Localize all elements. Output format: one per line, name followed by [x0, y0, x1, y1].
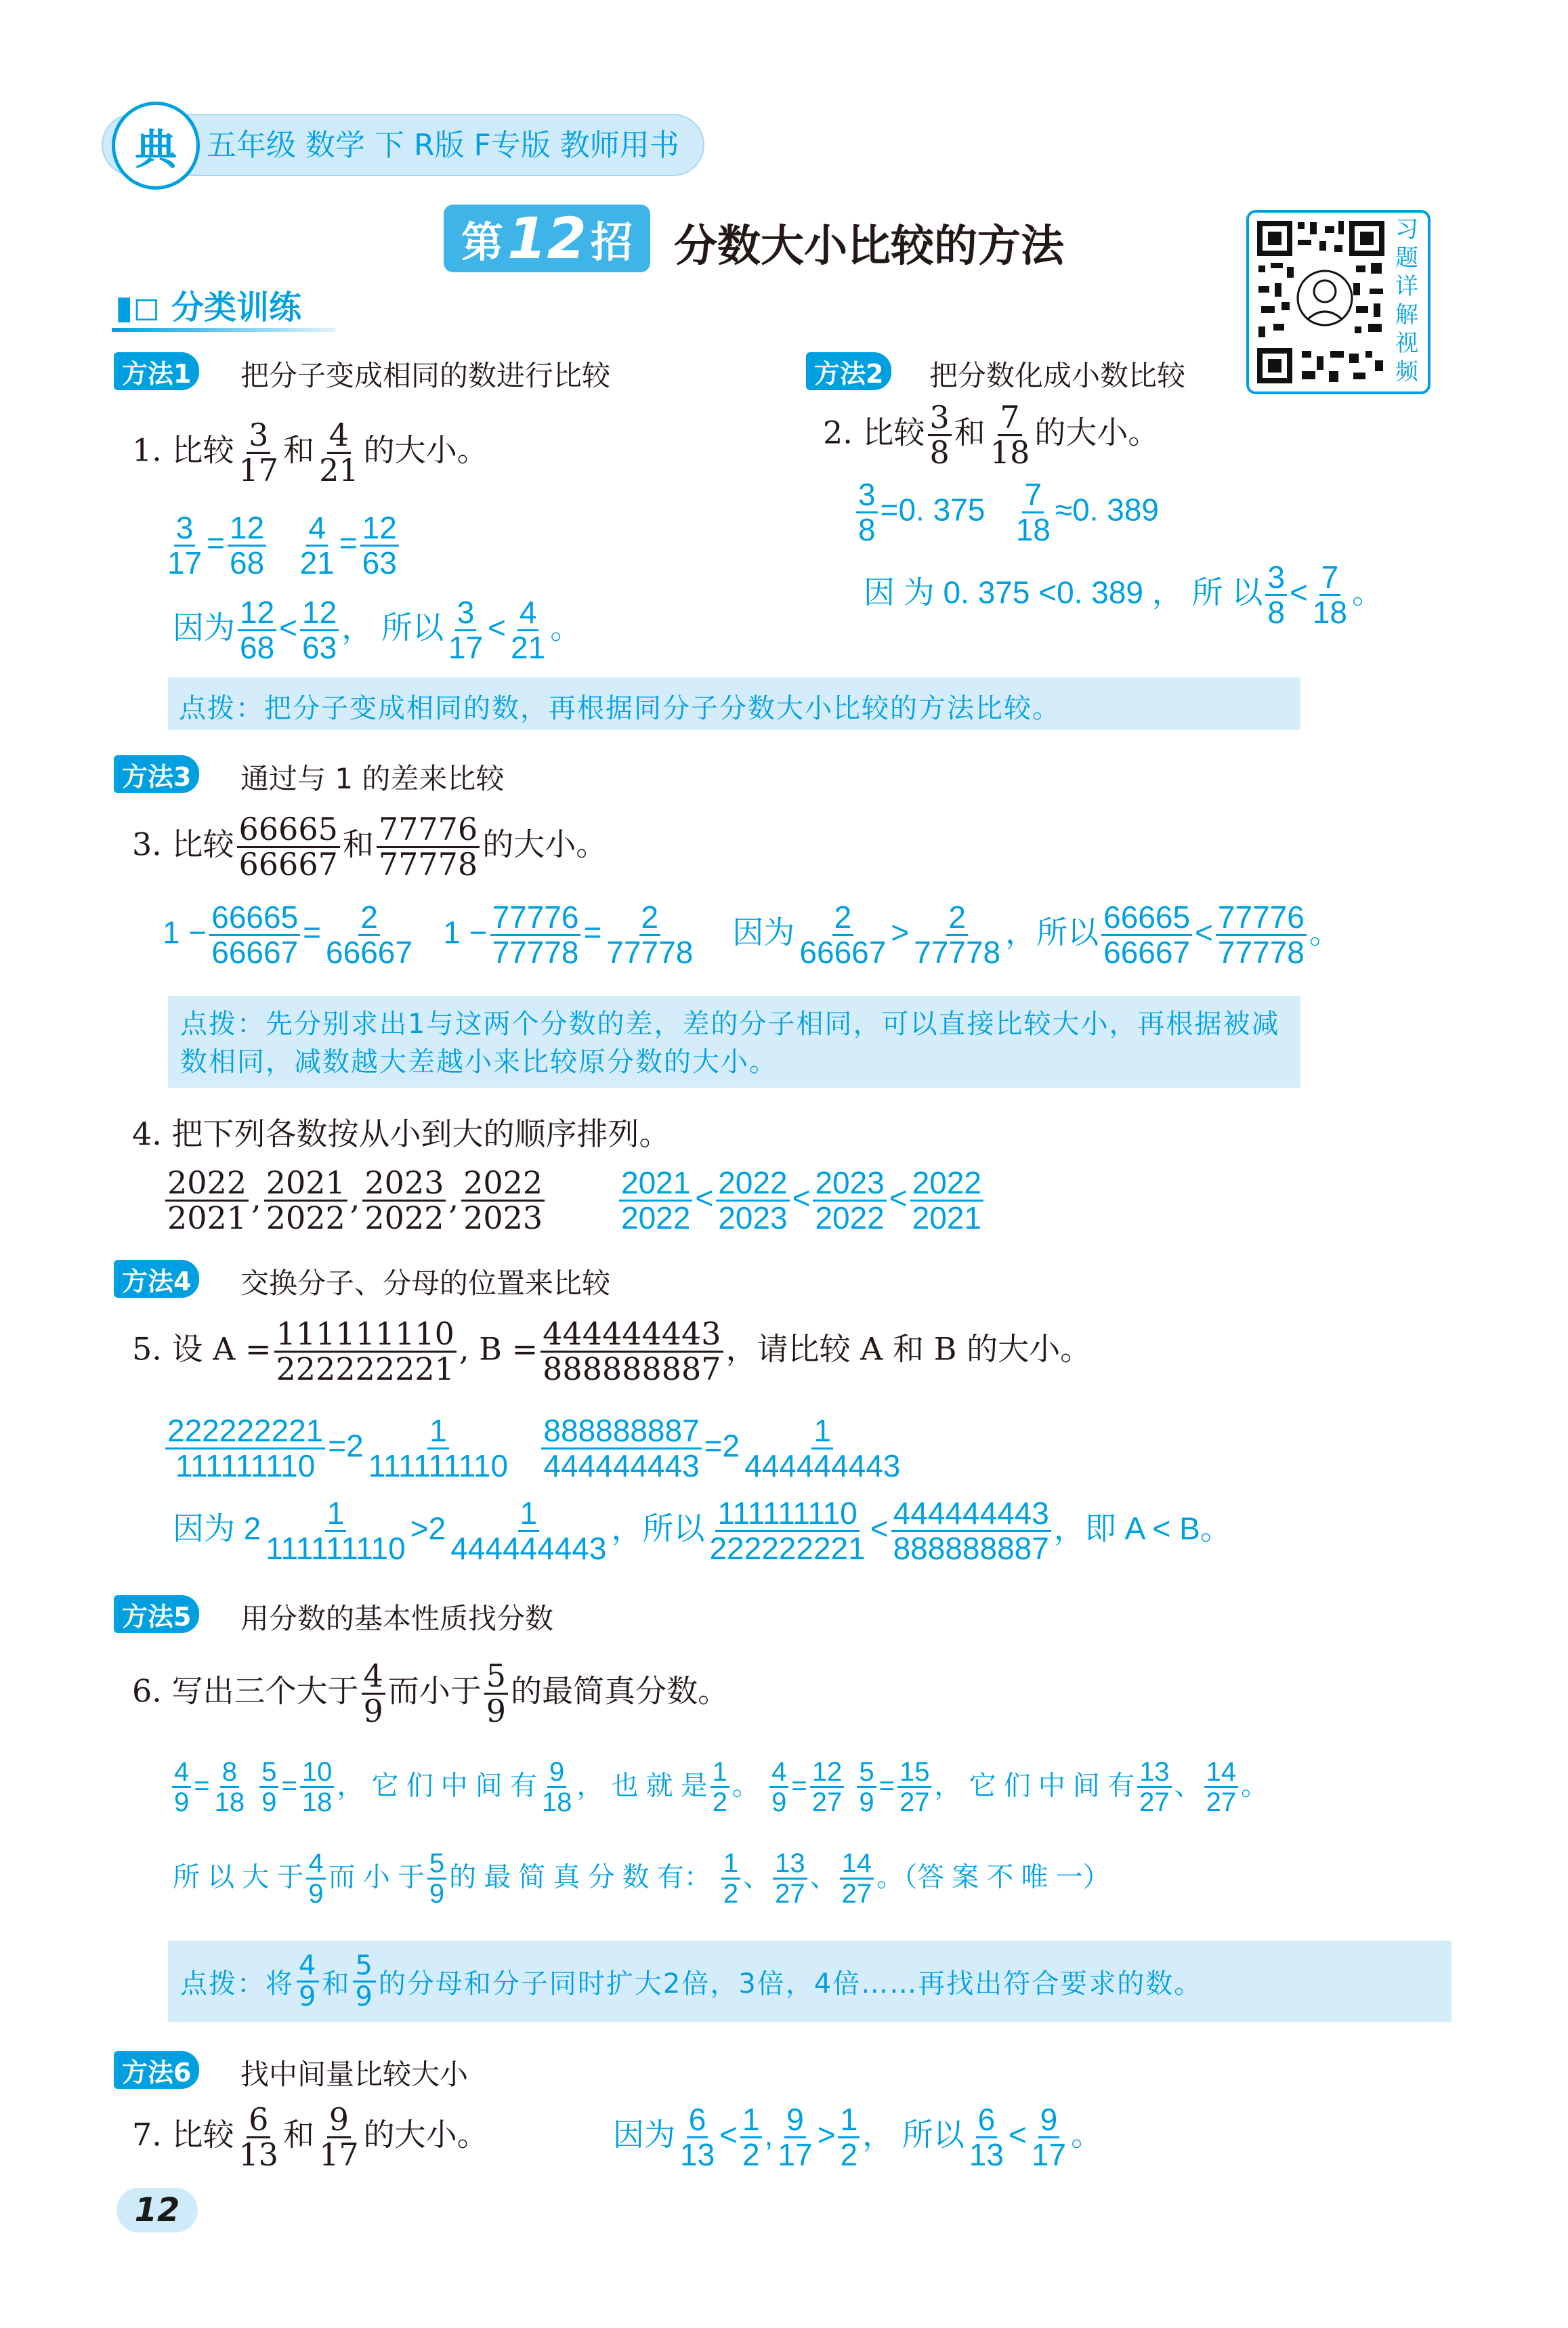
chapter-suffix: 招 [590, 217, 633, 267]
page-number: 12 [116, 2188, 198, 2232]
answer-1-line-2: 因为 $\frac{12}{68}$ < $\frac{12}{63}$ ， 所以 $\frac{3}{17}$ < $\frac{4}{21}$ 。 [173, 595, 582, 665]
problem-4-fractions: $\frac{2022}{2021}$ , $\frac{2021}{2022}$ , $\frac{2023}{2022}$ , $\frac{2022}{2023}$ [163, 1166, 547, 1235]
problem-7: 7. 比较 $\frac{6}{13}$ 和 $\frac{9}{17}$ 的大小。 [132, 2101, 488, 2173]
answer-2-line-2: 因 为 0. 375 <0. 389 ， 所 以 $\frac{3}{8}$ < $\frac{7}{18}$ 。 [864, 559, 1383, 630]
answer-7: 因为 $\frac{6}{13}$ < $\frac{1}{2}$ , $\frac{9}{17}$ > $\frac{1}{2}$ ， 所以 $\frac{6}{13}$ < $\frac{9}{17}$ 。 [613, 2102, 1103, 2172]
method-1-tag: 方法1 [114, 352, 199, 390]
answer-6-line-2: 所 以 大 于 $\frac{4}{9}$ 而 小 于 $\frac{5}{9}$ 的 最 简 真 分 数 有： $\frac{1}{2}$ 、 $\frac{13}{27}$ 、 $\frac{14}{27}$ 。（答 案 不 唯 一） [173, 1848, 1110, 1909]
answer-5-line-2: 因为 2 $\frac{1}{111111110}$ >2 $\frac{1}{444444443}$ ，所以 $\frac{111111110}{222222221}$ < $\frac{444444443}{888888887}$ ，即 A < B。 [173, 1496, 1231, 1566]
method-6-tag: 方法6 [114, 2051, 199, 2089]
hint-3: 点拨：先分别求出1与这两个分数的差，差的分子相同，可以直接比较大小，再根据被减数相同，减数越大差越小来比较原分数的大小。 [168, 996, 1300, 1088]
answer-2-line-1: $\frac{3}{8}$ =0. 375 $\frac{7}{18}$ ≈0. 389 [853, 478, 1159, 547]
page-title: 分数大小比较的方法 [674, 221, 1064, 272]
qr-code-icon[interactable] [1254, 218, 1387, 386]
problem-1: 1. 比较 $\frac{3}{17}$ 和 $\frac{4}{21}$ 的大小。 [132, 417, 488, 488]
chapter-badge [444, 205, 650, 272]
method-4-tag: 方法4 [114, 1260, 199, 1298]
answer-5-line-1: $\frac{222222221}{111111110}$ =2 $\frac{1}{111111110}$ $\frac{888888887}{444444443}$ =2 $\frac{1}{444444443}$ [163, 1414, 905, 1483]
section-underline [112, 328, 335, 332]
method-3-tag: 方法3 [114, 755, 199, 793]
method-6-title: 找中间量比较大小 [240, 2058, 469, 2091]
chapter-number: 12 [507, 205, 587, 272]
answer-6-line-1: $\frac{4}{9}$ = $\frac{8}{18}$ $\frac{5}{9}$ = $\frac{10}{18}$ ， 它 们 中 间 有 $\frac{9}{18}$ ， 也 就 是 $\frac{1}{2}$ 。 $\frac{4}{9}$ = $\frac{12}{27}$ $\frac{5}{9}$ = $\frac{15}{27}$ ， 它 们 中 间 有 $\frac{13}{27}$ 、 $\frac{14}{27}$ 。 [169, 1758, 1268, 1817]
answer-1-line-1: $\frac{3}{17}$ = $\frac{12}{68}$ $\frac{4}{21}$ = $\frac{12}{63}$ [163, 511, 402, 580]
section-heading [115, 281, 301, 328]
answer-4: $\frac{2021}{2022}$ < $\frac{2022}{2023}$ < $\frac{2023}{2022}$ < $\frac{2022}{2021}$ [616, 1166, 986, 1235]
method-5-title: 用分数的基本性质找分数 [240, 1602, 554, 1635]
method-1-title: 把分子变成相同的数进行比较 [240, 359, 611, 392]
qr-label: 习题详解视频 [1395, 216, 1418, 385]
section-heading-text: 分类训练 [171, 289, 301, 326]
problem-3: 3. 比较 $\frac{66665}{66667}$ 和 $\frac{77776}{77778}$ 的大小。 [132, 811, 608, 883]
fraction: $\frac{3}{17}$ [238, 417, 279, 488]
method-4-title: 交换分子、分母的位置来比较 [240, 1267, 611, 1300]
chapter-prefix: 第 [461, 217, 504, 267]
hint-6: 点拨：将 4 9 和 5 9 的分母和分子同时扩大2倍，3倍，4倍……再找出符合要求的数。 [168, 1941, 1452, 2022]
book-logo: 典 [112, 102, 200, 190]
problem-2: 2. 比较 $\frac{3}{8}$ 和 $\frac{7}{18}$ 的大小。 [823, 399, 1160, 471]
method-3-title: 通过与 1 的差来比较 [240, 762, 505, 795]
problem-6: 6. 写出三个大于 $\frac{4}{9}$ 而小于 $\frac{5}{9}$ 的最简真分数。 [132, 1657, 729, 1729]
method-2-tag: 方法2 [806, 352, 891, 390]
fraction: $\frac{4}{21}$ [319, 417, 359, 488]
problem-5: 5. 设 A = $\frac{111111110}{222222221}$ , B = $\frac{444444443}{888888887}$ ，请比较 A 和 B 的大小。 [132, 1315, 1092, 1387]
book-series-label: 五年级 数学 下 R版 F专版 教师用书 [207, 128, 679, 163]
answer-3: 1 − $\frac{66665}{66667}$ = $\frac{2}{66667}$ 1 − $\frac{77776}{77778}$ = $\frac{2}{77778}$ 因为 $\frac{2}{66667}$ > $\frac{2}{77778}$ ，所以 $\frac{66665}{66667}$ < $\frac{77776}{77778}$ 。 [163, 900, 1340, 970]
method-5-tag: 方法5 [114, 1595, 199, 1633]
hint-1: 点拨：把分子变成相同的数，再根据同分子分数大小比较的方法比较。 [168, 677, 1300, 730]
method-2-title: 把分数化成小数比较 [929, 359, 1186, 392]
book-icon: ▮◻ [115, 289, 161, 326]
problem-4: 4. 把下列各数按从小到大的顺序排列。 [132, 1116, 671, 1152]
